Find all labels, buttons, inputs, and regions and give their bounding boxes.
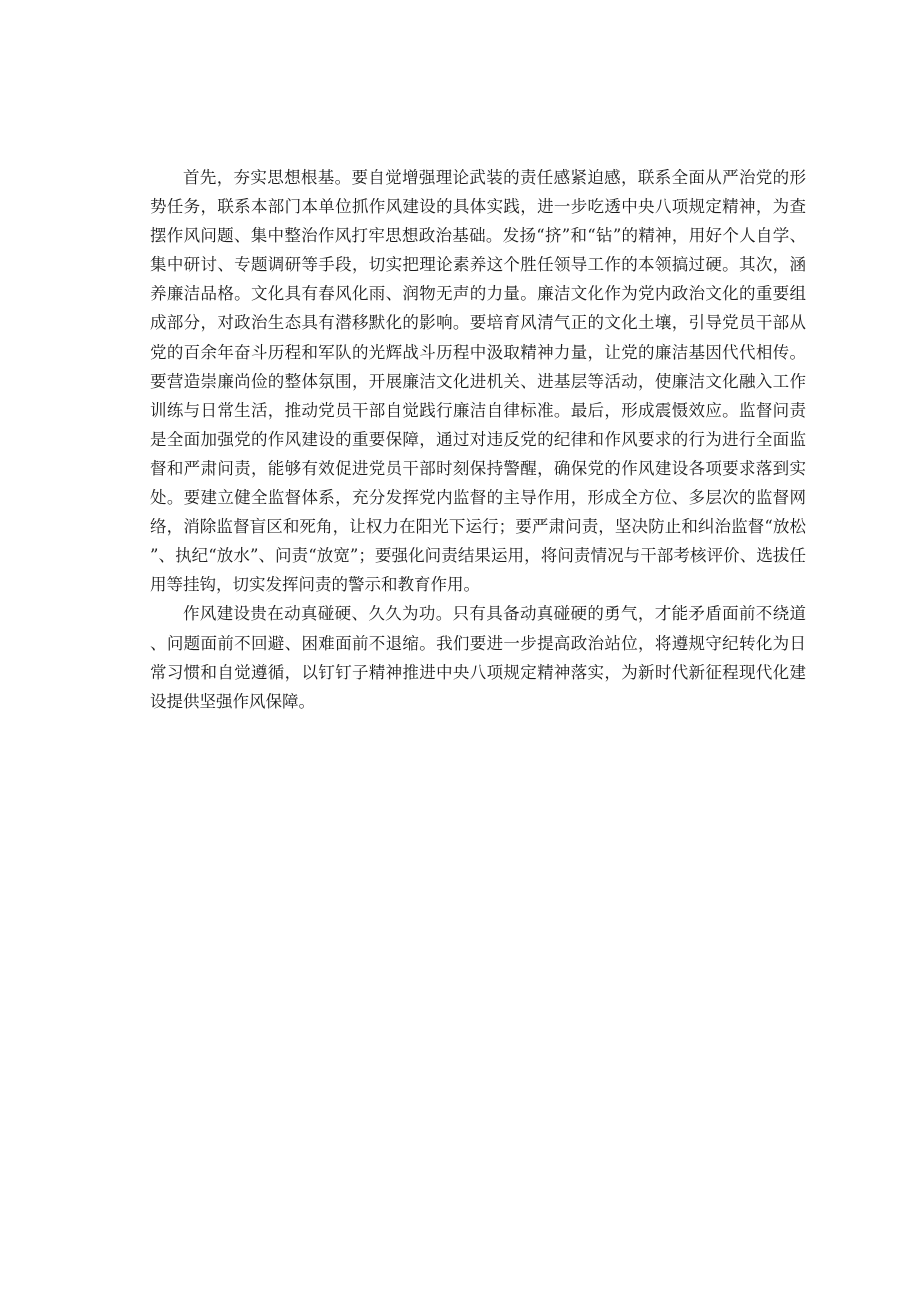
paragraph-1: 首先，夯实思想根基。要自觉增强理论武装的责任感紧迫感，联系全面从严治党的形势任务，联系本部门本单位抓作风建设的具体实践，进一步吃透中央八项规定精神，为查摆作风问题、集中整治作风打牢思想政治基础。发扬“挤”和“钻”的精神，用好个人自学、集中研讨、专题调研等手段，切实把理论素养这个胜任领导工作的本领搞过硬。其次，涵养廉洁品格。文化具有春风化雨、润物无声的力量。廉洁文化作为党内政治文化的重要组成部分，对政治生态具有潜移默化的影响。要培育风清气正的文化土壤，引导党员干部从党的百余年奋斗历程和军队的光辉战斗历程中汲取精神力量，让党的廉洁基因代代相传。要营造崇廉尚俭的整体氛围，开展廉洁文化进机关、进基层等活动，使廉洁文化融入工作训练与日常生活，推动党员干部自觉践行廉洁自律标准。最后，形成震慑效应。监督问责是全面加强党的作风建设的重要保障，通过对违反党的纪律和作风要求的行为进行全面监督和严肃问责，能够有效促进党员干部时刻保持警醒，确保党的作风建设各项要求落到实处。要建立健全监督体系，充分发挥党内监督的主导作用，形成全方位、多层次的监督网络，消除监督盲区和死角，让权力在阳光下运行；要严肃问责，坚决防止和纠治监督“放松”、执纪“放水”、问责“放宽”；要强化问责结果运用，将问责情况与干部考核评价、选拔任用等挂钩，切实发挥问责的警示和教育作用。: [150, 168, 806, 595]
paragraph-2: 作风建设贵在动真碰硬、久久为功。只有具备动真碰硬的勇气，才能矛盾面前不绕道、问题面前不回避、困难面前不退缩。我们要进一步提高政治站位，将遵规守纪转化为日常习惯和自觉遵循，以钉钉子精神推进中央八项规定精神落实，为新时代新征程现代化建设提供坚强作风保障。: [150, 604, 806, 711]
document-body: [150, 163, 806, 716]
